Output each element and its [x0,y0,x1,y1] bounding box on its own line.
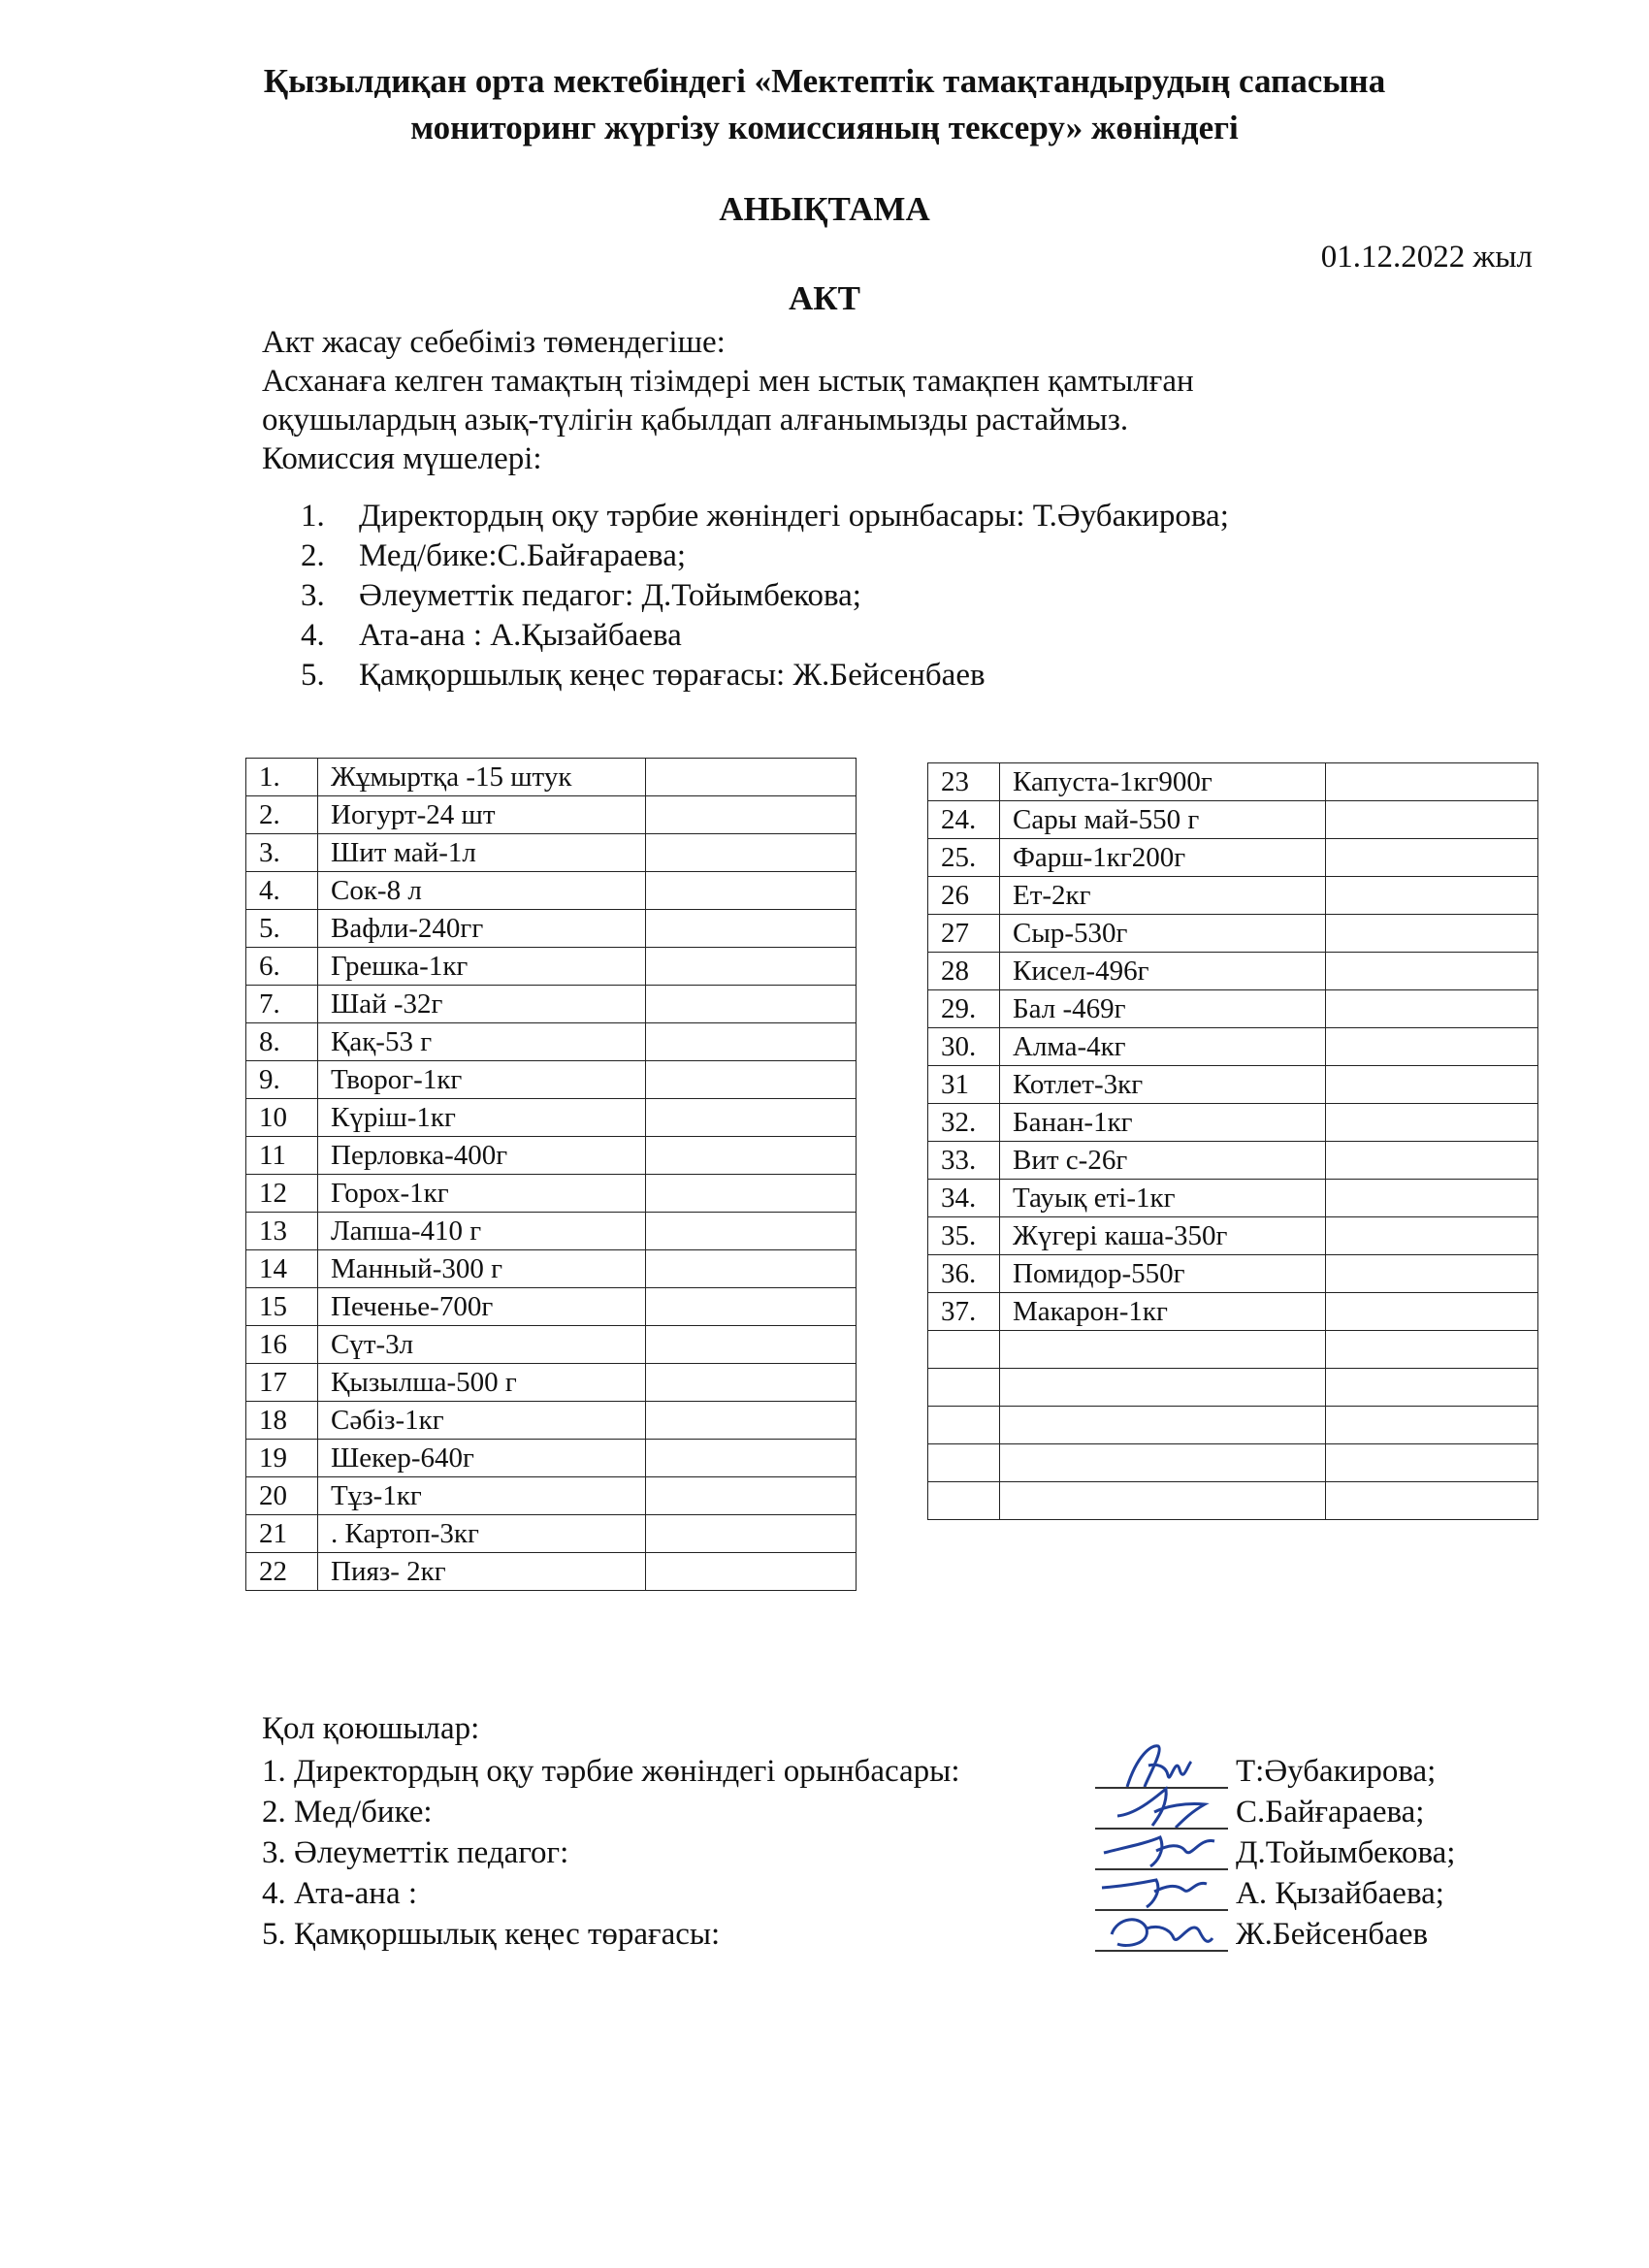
table-row [246,948,857,986]
empty-cell [646,910,857,948]
signature-row [262,1795,1523,1835]
item-number-cell: 25. [928,839,1000,877]
table-row [928,1104,1538,1142]
item-name-cell: Вафли-240гг [318,910,646,948]
signatory-name: Д.Тойымбекова; [1236,1835,1456,1870]
empty-cell [646,1440,857,1477]
item-name-cell: Бал -469г [1000,990,1326,1028]
table-row [246,1364,857,1402]
member-text: Қамқоршылық кеңес төрағасы: Ж.Бейсенбаев [359,658,986,693]
item-number-cell: 26 [928,877,1000,915]
empty-cell [1326,1255,1538,1293]
item-name-cell: Фарш-1кг200г [1000,839,1326,877]
item-number-cell [928,1331,1000,1369]
item-number-cell: 33. [928,1142,1000,1180]
signatory-name: С.Байғараева; [1236,1795,1425,1830]
item-name-cell [1000,1444,1326,1482]
empty-cell [646,1099,857,1137]
signature-row [262,1835,1523,1876]
item-number-cell: 12 [246,1175,318,1213]
empty-cell [1326,1142,1538,1180]
item-name-cell: Күріш-1кг [318,1099,646,1137]
item-name-cell: Сүт-3л [318,1326,646,1364]
table-row [928,1180,1538,1217]
item-name-cell: Горох-1кг [318,1175,646,1213]
empty-cell [1326,839,1538,877]
empty-cell [1326,990,1538,1028]
item-number-cell: 19 [246,1440,318,1477]
item-number-cell: 31 [928,1066,1000,1104]
empty-cell [1326,1104,1538,1142]
products-table-left [245,758,857,1591]
member-text: Мед/бике:С.Байғараева; [359,538,687,573]
item-number-cell: 34. [928,1180,1000,1217]
empty-cell [1326,1180,1538,1217]
item-name-cell: Алма-4кг [1000,1028,1326,1066]
table-row [246,796,857,834]
signature-line [1095,1950,1228,1952]
item-name-cell: Жүгері каша-350г [1000,1217,1326,1255]
signatory-name: Т:Әубакирова; [1236,1754,1437,1789]
empty-cell [646,1288,857,1326]
table-row [246,1326,857,1364]
item-number-cell [928,1369,1000,1407]
item-name-cell: Манный-300 г [318,1250,646,1288]
member-text: Ата-ана : А.Қызайбаева [359,618,682,653]
empty-cell [646,1137,857,1175]
item-name-cell: Макарон-1кг [1000,1293,1326,1331]
table-row [928,801,1538,839]
item-number-cell: 4. [246,872,318,910]
member-text: Әлеуметтік педагог: Д.Тойымбекова; [359,578,861,613]
item-name-cell: Капуста-1кг900г [1000,763,1326,801]
signatory-role: 1. Директордың оқу тәрбие жөніндегі орынбасары: [262,1754,960,1789]
empty-cell [646,1364,857,1402]
empty-cell [1326,1293,1538,1331]
item-number-cell: 32. [928,1104,1000,1142]
item-name-cell: Қызылша-500 г [318,1364,646,1402]
intro-text [262,323,1194,478]
member-number: 1. [301,499,325,534]
table-row [246,1288,857,1326]
item-name-cell: Шит май-1л [318,834,646,872]
item-number-cell [928,1407,1000,1444]
item-name-cell: Банан-1кг [1000,1104,1326,1142]
table-row [928,839,1538,877]
member-number: 4. [301,618,325,653]
table-row [246,1553,857,1591]
item-name-cell: . Картоп-3кг [318,1515,646,1553]
item-number-cell: 28 [928,953,1000,990]
empty-cell [646,1061,857,1099]
empty-cell [646,986,857,1023]
table-row [928,1369,1538,1407]
item-number-cell: 3. [246,834,318,872]
table-row [928,877,1538,915]
table-row [928,1028,1538,1066]
document-subtitle: АКТ [789,279,860,317]
intro-line-2: оқушылардың азық-түлігін қабылдап алғанымызды растаймыз. [262,403,1129,437]
item-name-cell: Котлет-3кг [1000,1066,1326,1104]
table-row [246,834,857,872]
item-name-cell: Шекер-640г [318,1440,646,1477]
item-number-cell: 13 [246,1213,318,1250]
table-row [246,1175,857,1213]
signature-row [262,1876,1523,1917]
item-name-cell: Грешка-1кг [318,948,646,986]
table-row [928,1255,1538,1293]
empty-cell [646,1515,857,1553]
item-number-cell: 1. [246,759,318,796]
table-row [246,1213,857,1250]
item-name-cell: Қақ-53 г [318,1023,646,1061]
table-row [246,1061,857,1099]
empty-cell [646,1175,857,1213]
item-name-cell: Помидор-550г [1000,1255,1326,1293]
empty-cell [1326,1066,1538,1104]
item-name-cell: Тауық еті-1кг [1000,1180,1326,1217]
member-item [301,656,1229,696]
empty-cell [646,1477,857,1515]
empty-cell [646,948,857,986]
empty-cell [646,1326,857,1364]
signatory-name: А. Қызайбаева; [1236,1876,1444,1911]
document-heading-line1: Қызылдиқан орта мектебіндегі «Мектептік тамақтандырудың сапасына [263,62,1386,100]
item-number-cell: 29. [928,990,1000,1028]
item-number-cell: 2. [246,796,318,834]
item-name-cell [1000,1407,1326,1444]
item-number-cell: 11 [246,1137,318,1175]
table-row [246,986,857,1023]
table-row [246,1477,857,1515]
signature-row [262,1917,1523,1958]
empty-cell [646,759,857,796]
table-row [928,1444,1538,1482]
signatory-role: 4. Ата-ана : [262,1876,418,1911]
member-item [301,536,1229,576]
handwritten-signature [1098,1899,1234,1961]
item-name-cell: Сәбіз-1кг [318,1402,646,1440]
table-row [928,1217,1538,1255]
item-number-cell: 6. [246,948,318,986]
item-number-cell: 27 [928,915,1000,953]
table-row [928,1066,1538,1104]
item-number-cell: 18 [246,1402,318,1440]
item-number-cell: 9. [246,1061,318,1099]
member-number: 3. [301,578,325,613]
empty-cell [1326,801,1538,839]
empty-cell [646,872,857,910]
item-name-cell [1000,1331,1326,1369]
table-row [928,1293,1538,1331]
item-number-cell: 7. [246,986,318,1023]
item-number-cell [928,1444,1000,1482]
item-number-cell: 22 [246,1553,318,1591]
table-row [928,915,1538,953]
empty-cell [1326,1482,1538,1520]
item-number-cell: 14 [246,1250,318,1288]
products-table-right [927,762,1538,1520]
empty-cell [646,834,857,872]
table-row [246,1099,857,1137]
empty-cell [646,1250,857,1288]
reason-line: Акт жасау себебіміз төмендегіше: [262,325,726,360]
commission-members-list [301,497,1229,696]
document-heading-line2: мониторинг жүргізу комиссияның тексеру» жөніндегі [410,109,1239,146]
member-item [301,497,1229,536]
signatory-role: 5. Қамқоршылық кеңес төрағасы: [262,1917,721,1952]
empty-cell [646,796,857,834]
document-date: 01.12.2022 жыл [1320,240,1533,275]
table-row [246,1023,857,1061]
item-number-cell: 24. [928,801,1000,839]
empty-cell [646,1402,857,1440]
empty-cell [1326,763,1538,801]
empty-cell [1326,1407,1538,1444]
item-number-cell: 5. [246,910,318,948]
item-number-cell: 21 [246,1515,318,1553]
table-row [246,910,857,948]
table-row [928,1331,1538,1369]
signatory-role: 3. Әлеуметтік педагог: [262,1835,569,1870]
item-number-cell: 20 [246,1477,318,1515]
table-row [246,1440,857,1477]
item-number-cell: 15 [246,1288,318,1326]
signatory-role: 2. Мед/бике: [262,1795,433,1830]
item-name-cell: Пияз- 2кг [318,1553,646,1591]
item-number-cell: 8. [246,1023,318,1061]
table-row [246,872,857,910]
empty-cell [1326,1331,1538,1369]
item-number-cell: 37. [928,1293,1000,1331]
item-name-cell: Ет-2кг [1000,877,1326,915]
item-name-cell: Творог-1кг [318,1061,646,1099]
empty-cell [646,1213,857,1250]
item-name-cell: Сыр-530г [1000,915,1326,953]
item-number-cell: 35. [928,1217,1000,1255]
empty-cell [1326,953,1538,990]
item-name-cell: Кисел-496г [1000,953,1326,990]
member-text: Директордың оқу тәрбие жөніндегі орынбасары: Т.Әубакирова; [359,499,1229,534]
item-name-cell: Тұз-1кг [318,1477,646,1515]
empty-cell [646,1023,857,1061]
item-number-cell: 16 [246,1326,318,1364]
item-name-cell: Печенье-700г [318,1288,646,1326]
table-row [928,763,1538,801]
item-name-cell: Сары май-550 г [1000,801,1326,839]
empty-cell [646,1553,857,1591]
member-item [301,616,1229,656]
members-label: Комиссия мүшелері: [262,441,542,476]
table-row [928,1407,1538,1444]
table-row [246,1515,857,1553]
item-name-cell: Шай -32г [318,986,646,1023]
item-name-cell: Вит с-26г [1000,1142,1326,1180]
item-number-cell: 17 [246,1364,318,1402]
item-number-cell: 30. [928,1028,1000,1066]
empty-cell [1326,1369,1538,1407]
empty-cell [1326,1217,1538,1255]
table-row [246,1402,857,1440]
item-name-cell: Иогурт-24 шт [318,796,646,834]
empty-cell [1326,1028,1538,1066]
signature-row [262,1754,1523,1795]
table-row [246,1137,857,1175]
table-row [246,1250,857,1288]
member-number: 5. [301,658,325,693]
signatory-name: Ж.Бейсенбаев [1236,1917,1429,1952]
table-row [928,1482,1538,1520]
item-number-cell: 36. [928,1255,1000,1293]
item-name-cell: Лапша-410 г [318,1213,646,1250]
table-row [928,990,1538,1028]
member-item [301,576,1229,616]
item-number-cell [928,1482,1000,1520]
intro-line-1: Асханаға келген тамақтың тізімдері мен ыстық тамақпен қамтылған [262,364,1194,399]
table-row [928,953,1538,990]
item-number-cell: 23 [928,763,1000,801]
table-row [246,759,857,796]
table-row [928,1142,1538,1180]
item-name-cell: Перловка-400г [318,1137,646,1175]
item-name-cell [1000,1369,1326,1407]
item-number-cell: 10 [246,1099,318,1137]
item-name-cell: Жұмыртқа -15 штук [318,759,646,796]
empty-cell [1326,877,1538,915]
item-name-cell [1000,1482,1326,1520]
document-title: АНЫҚТАМА [719,190,930,228]
member-number: 2. [301,538,325,573]
item-name-cell: Сок-8 л [318,872,646,910]
empty-cell [1326,1444,1538,1482]
empty-cell [1326,915,1538,953]
signatories-label: Қол қоюшылар: [262,1711,480,1746]
